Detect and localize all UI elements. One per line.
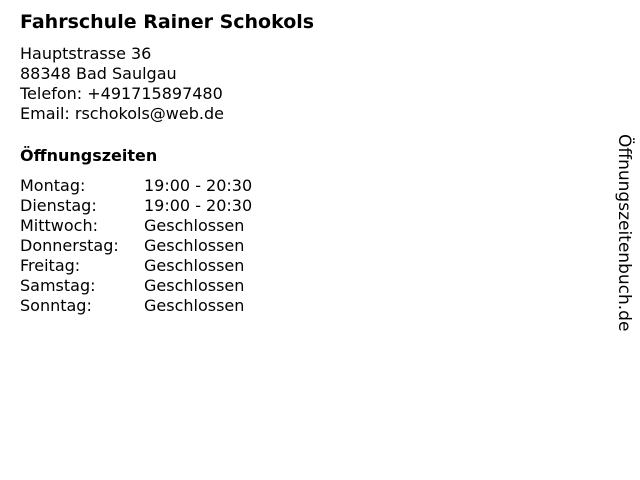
hours-day: Samstag: (20, 276, 96, 295)
hours-row-thursday (20, 236, 580, 256)
opening-hours-table (20, 176, 580, 316)
hours-time: Geschlossen (144, 216, 245, 235)
address-block (20, 44, 580, 124)
brand-watermark: Öffnungszeitenbuch.de (614, 134, 634, 332)
city-address: 88348 Bad Saulgau (20, 64, 177, 83)
hours-day: Dienstag: (20, 196, 97, 215)
hours-time: Geschlossen (144, 236, 245, 255)
hours-time: Geschlossen (144, 276, 245, 295)
hours-time: Geschlossen (144, 296, 245, 315)
hours-row-tuesday (20, 196, 580, 216)
hours-time: Geschlossen (144, 256, 245, 275)
hours-day: Sonntag: (20, 296, 92, 315)
hours-day: Donnerstag: (20, 236, 119, 255)
hours-day: Freitag: (20, 256, 81, 275)
hours-row-wednesday (20, 216, 580, 236)
hours-time: 19:00 - 20:30 (144, 176, 253, 195)
hours-time: 19:00 - 20:30 (144, 196, 253, 215)
hours-row-friday (20, 256, 580, 276)
hours-day: Mittwoch: (20, 216, 98, 235)
hours-row-sunday (20, 296, 580, 316)
business-name: Fahrschule Rainer Schokols (20, 11, 315, 33)
email-address: Email: rschokols@web.de (20, 104, 224, 123)
phone-number: Telefon: +491715897480 (20, 84, 223, 103)
business-card (20, 10, 580, 316)
hours-row-saturday (20, 276, 580, 296)
opening-hours-heading: Öffnungszeiten (20, 146, 158, 165)
hours-row-monday (20, 176, 580, 196)
street-address: Hauptstrasse 36 (20, 44, 152, 63)
hours-day: Montag: (20, 176, 86, 195)
